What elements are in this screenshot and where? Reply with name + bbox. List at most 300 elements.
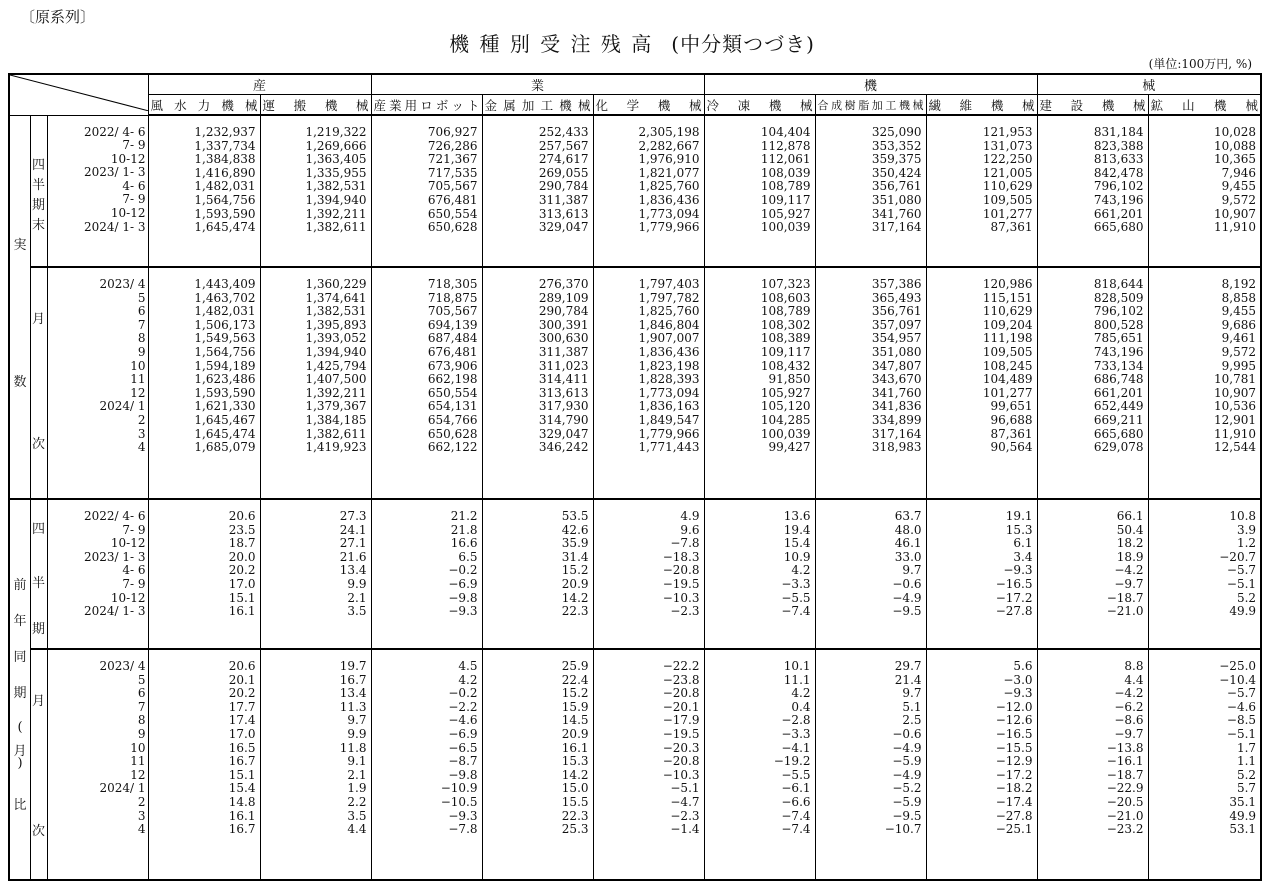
backlog-table bbox=[8, 73, 1262, 881]
value-cell: 105,120 bbox=[760, 399, 811, 414]
value-cell: 1,393,052 bbox=[305, 331, 367, 346]
value-cell: 329,047 bbox=[538, 220, 589, 235]
value-cell: 1,773,094 bbox=[638, 206, 700, 221]
value-cell: 1,394,940 bbox=[305, 192, 367, 207]
value-cell: 705,567 bbox=[427, 179, 478, 194]
value-column bbox=[148, 649, 260, 880]
value-cell: 1,797,403 bbox=[638, 277, 700, 291]
value-cell: 796,102 bbox=[1093, 304, 1144, 319]
value-cell: 1,594,189 bbox=[194, 358, 256, 373]
value-column bbox=[482, 649, 593, 880]
value-cell: 91,850 bbox=[768, 372, 811, 387]
value-cell: 112,061 bbox=[760, 152, 811, 167]
value-cell: 311,023 bbox=[538, 358, 589, 373]
value-cell: 717,535 bbox=[427, 165, 478, 180]
value-cell: 823,388 bbox=[1093, 138, 1144, 153]
period-label: 2023/ 1- 3 bbox=[83, 165, 146, 180]
value-cell: 718,305 bbox=[427, 277, 478, 291]
value-column bbox=[482, 115, 593, 267]
value-cell: 1,374,641 bbox=[305, 290, 367, 305]
value-cell: 10.9 bbox=[783, 549, 811, 564]
value-cell: 10,365 bbox=[1214, 152, 1257, 167]
value-cell: 63.7 bbox=[894, 509, 922, 523]
value-cell: 705,567 bbox=[427, 304, 478, 319]
outer-label-char: 前 bbox=[13, 578, 27, 593]
value-cell: 661,201 bbox=[1093, 385, 1144, 400]
value-cell: 13.6 bbox=[783, 509, 811, 523]
value-cell: 346,242 bbox=[538, 440, 589, 455]
value-cell: −4.6 bbox=[448, 713, 478, 728]
value-cell: 33.0 bbox=[894, 549, 922, 564]
label-yoy bbox=[9, 499, 30, 880]
value-cell: 16.7 bbox=[228, 822, 256, 837]
value-cell: 18.9 bbox=[1116, 549, 1144, 564]
value-column bbox=[148, 499, 260, 649]
value-cell: 108,603 bbox=[760, 290, 811, 305]
value-cell: 1,976,910 bbox=[638, 152, 700, 167]
period-label: 4- 6 bbox=[122, 178, 146, 193]
outer-label-char: ) bbox=[17, 756, 23, 771]
value-cell: 1,779,966 bbox=[638, 426, 700, 441]
value-cell: 14.2 bbox=[561, 590, 589, 605]
value-cell: 1,825,760 bbox=[638, 179, 700, 194]
value-cell: −3.3 bbox=[781, 726, 811, 741]
value-cell: 108,389 bbox=[760, 331, 811, 346]
column-header: 繊 維 機 械 bbox=[926, 95, 1037, 116]
value-cell: 1,645,467 bbox=[194, 412, 256, 427]
value-cell: 49.9 bbox=[1229, 604, 1257, 619]
value-cell: −7.4 bbox=[781, 604, 811, 619]
value-cell: 9,455 bbox=[1221, 179, 1257, 194]
value-cell: 104,489 bbox=[982, 372, 1033, 387]
inner-label bbox=[30, 115, 47, 267]
value-cell: 269,055 bbox=[538, 165, 589, 180]
value-cell: −5.9 bbox=[892, 794, 922, 809]
value-cell: 831,184 bbox=[1093, 125, 1144, 139]
value-cell: 1,593,590 bbox=[194, 385, 256, 400]
value-cell: 15.1 bbox=[228, 767, 256, 782]
value-cell: 650,628 bbox=[427, 220, 478, 235]
period-labels bbox=[47, 499, 148, 649]
inner-label bbox=[30, 267, 47, 499]
outer-label-char: 数 bbox=[13, 374, 27, 390]
period-label: 11 bbox=[130, 372, 146, 387]
value-cell: 1,269,666 bbox=[305, 138, 367, 153]
value-cell: 17.0 bbox=[228, 726, 256, 741]
page-title bbox=[0, 28, 1264, 57]
value-cell: 22.3 bbox=[561, 604, 589, 619]
value-cell: 665,680 bbox=[1093, 220, 1144, 235]
period-label: 4 bbox=[137, 440, 146, 455]
value-cell: 317,930 bbox=[538, 399, 589, 414]
period-label: 10 bbox=[130, 358, 146, 373]
value-cell: −18.7 bbox=[1106, 767, 1144, 782]
inner-label-char: 期 bbox=[31, 622, 45, 637]
title-subtitle: (中分類つづき) bbox=[671, 32, 815, 56]
period-label: 10-12 bbox=[110, 590, 146, 605]
value-cell: 25.3 bbox=[561, 822, 589, 837]
value-cell: −6.5 bbox=[448, 740, 478, 755]
value-cell: 48.0 bbox=[894, 522, 922, 537]
value-cell: 318,983 bbox=[871, 440, 922, 455]
column-header: 建 設 機 械 bbox=[1037, 95, 1148, 116]
value-cell: 15.4 bbox=[228, 781, 256, 796]
value-column bbox=[260, 499, 371, 649]
value-cell: −7.8 bbox=[448, 822, 478, 837]
value-cell: 313,613 bbox=[538, 206, 589, 221]
value-cell: 662,198 bbox=[427, 372, 478, 387]
value-cell: 1,232,937 bbox=[194, 125, 256, 139]
value-cell: 311,387 bbox=[538, 344, 589, 359]
value-column bbox=[1037, 649, 1148, 880]
value-cell: −21.0 bbox=[1106, 808, 1144, 823]
value-cell: 18.2 bbox=[1116, 536, 1144, 551]
value-cell: 785,651 bbox=[1093, 331, 1144, 346]
value-cell: 27.3 bbox=[339, 509, 367, 523]
value-cell: 4.4 bbox=[347, 822, 367, 837]
value-cell: 108,789 bbox=[760, 304, 811, 319]
value-cell: 29.7 bbox=[894, 659, 922, 673]
value-cell: 3.9 bbox=[1236, 522, 1257, 537]
value-cell: −10.4 bbox=[1219, 672, 1257, 687]
value-cell: 15.3 bbox=[561, 754, 589, 769]
outer-label-char: 同 bbox=[13, 650, 27, 665]
value-cell: 1,564,756 bbox=[194, 344, 256, 359]
value-cell: 9.7 bbox=[902, 686, 922, 701]
value-cell: 105,927 bbox=[760, 385, 811, 400]
value-cell: −12.0 bbox=[995, 699, 1033, 714]
value-cell: 1,846,804 bbox=[638, 317, 700, 332]
value-cell: 35.1 bbox=[1229, 794, 1257, 809]
inner-label-char: 半 bbox=[31, 576, 45, 591]
value-cell: −12.9 bbox=[995, 754, 1033, 769]
units-note: (単位:100万円, %) bbox=[1148, 57, 1252, 71]
value-cell: 110,629 bbox=[982, 304, 1033, 319]
value-cell: 2,305,198 bbox=[638, 125, 700, 139]
value-cell: 15.2 bbox=[561, 563, 589, 578]
group-header: 産 bbox=[148, 74, 371, 95]
value-cell: 3.4 bbox=[1013, 549, 1033, 564]
value-cell: 314,790 bbox=[538, 412, 589, 427]
value-cell: 6.1 bbox=[1013, 536, 1033, 551]
value-cell: −9.3 bbox=[448, 808, 478, 823]
value-cell: 1.1 bbox=[1236, 754, 1257, 769]
value-cell: 1,907,007 bbox=[638, 331, 700, 346]
value-cell: 652,449 bbox=[1093, 399, 1144, 414]
value-cell: 1,392,211 bbox=[305, 206, 367, 221]
value-cell: 9.1 bbox=[347, 754, 367, 769]
value-column bbox=[593, 649, 704, 880]
value-cell: −18.2 bbox=[995, 781, 1033, 796]
value-cell: −7.8 bbox=[670, 536, 700, 551]
group-header: 機 bbox=[704, 74, 1037, 95]
value-cell: 9,572 bbox=[1221, 344, 1257, 359]
inner-label-char: 期 bbox=[31, 197, 45, 213]
inner-label-char: 月 bbox=[31, 694, 45, 709]
value-column bbox=[926, 267, 1037, 499]
value-cell: 676,481 bbox=[427, 344, 478, 359]
value-cell: 290,784 bbox=[538, 179, 589, 194]
value-cell: 109,117 bbox=[760, 344, 811, 359]
period-label: 10-12 bbox=[110, 206, 146, 221]
value-cell: 10,088 bbox=[1214, 138, 1257, 153]
value-cell: −16.1 bbox=[1106, 754, 1144, 769]
value-cell: −4.2 bbox=[1114, 563, 1144, 578]
value-cell: 686,748 bbox=[1093, 372, 1144, 387]
value-cell: 274,617 bbox=[538, 152, 589, 167]
value-column bbox=[1148, 267, 1261, 499]
value-cell: −15.5 bbox=[995, 740, 1033, 755]
value-cell: 10,907 bbox=[1214, 206, 1257, 221]
value-cell: 813,633 bbox=[1093, 152, 1144, 167]
value-cell: 122,250 bbox=[982, 152, 1033, 167]
value-cell: 1,337,734 bbox=[194, 138, 256, 153]
value-cell: 800,528 bbox=[1093, 317, 1144, 332]
value-cell: −3.3 bbox=[781, 576, 811, 591]
column-header: 冷 凍 機 械 bbox=[704, 95, 815, 116]
value-cell: 5.2 bbox=[1236, 590, 1257, 605]
value-cell: 20.6 bbox=[228, 509, 256, 523]
corner-diagonal bbox=[9, 74, 148, 115]
value-cell: 66.1 bbox=[1116, 509, 1144, 523]
value-cell: −17.2 bbox=[995, 767, 1033, 782]
value-cell: 101,277 bbox=[982, 206, 1033, 221]
value-cell: 662,122 bbox=[427, 440, 478, 455]
value-cell: −5.2 bbox=[892, 781, 922, 796]
period-label: 5 bbox=[137, 672, 146, 687]
inner-label bbox=[30, 649, 47, 880]
value-cell: 1,797,782 bbox=[638, 290, 700, 305]
column-header: 産業用ロボット bbox=[371, 95, 482, 116]
value-cell: 120,986 bbox=[982, 277, 1033, 291]
group-header: 業 bbox=[371, 74, 704, 95]
value-cell: 669,211 bbox=[1093, 412, 1144, 427]
value-cell: 351,080 bbox=[871, 192, 922, 207]
value-cell: −9.7 bbox=[1114, 576, 1144, 591]
value-cell: 21.2 bbox=[450, 509, 478, 523]
value-cell: −9.5 bbox=[892, 604, 922, 619]
value-column bbox=[371, 267, 482, 499]
value-column bbox=[371, 499, 482, 649]
section-actual-quarter bbox=[9, 115, 1261, 267]
value-cell: 329,047 bbox=[538, 426, 589, 441]
column-header: 運 搬 機 械 bbox=[260, 95, 371, 116]
period-label: 4 bbox=[137, 822, 146, 837]
value-cell: 99,427 bbox=[768, 440, 811, 455]
value-cell: 1,443,409 bbox=[194, 277, 256, 291]
value-cell: 19.4 bbox=[783, 522, 811, 537]
value-cell: −23.2 bbox=[1106, 822, 1144, 837]
value-cell: 300,391 bbox=[538, 317, 589, 332]
value-cell: 2,282,667 bbox=[638, 138, 700, 153]
value-cell: 1,363,405 bbox=[305, 152, 367, 167]
value-cell: 9,572 bbox=[1221, 192, 1257, 207]
value-cell: 673,906 bbox=[427, 358, 478, 373]
value-cell: −8.7 bbox=[448, 754, 478, 769]
value-cell: 341,760 bbox=[871, 206, 922, 221]
period-label: 7- 9 bbox=[122, 138, 146, 153]
value-cell: 9,455 bbox=[1221, 304, 1257, 319]
period-label: 2023/ 4 bbox=[99, 659, 146, 673]
value-cell: 131,073 bbox=[982, 138, 1033, 153]
value-cell: 46.1 bbox=[894, 536, 922, 551]
value-cell: −0.2 bbox=[448, 686, 478, 701]
period-label: 3 bbox=[137, 426, 146, 441]
inner-label-char: 月 bbox=[31, 312, 45, 327]
value-column bbox=[704, 649, 815, 880]
value-cell: 50.4 bbox=[1116, 522, 1144, 537]
value-column bbox=[1037, 267, 1148, 499]
period-label: 7- 9 bbox=[122, 576, 146, 591]
value-cell: 100,039 bbox=[760, 426, 811, 441]
value-cell: 35.9 bbox=[561, 536, 589, 551]
value-cell: 1.7 bbox=[1236, 740, 1257, 755]
period-label: 6 bbox=[137, 686, 146, 701]
value-cell: −18.7 bbox=[1106, 590, 1144, 605]
column-header: 風 水 力 機 械 bbox=[148, 95, 260, 116]
value-cell: 0.4 bbox=[791, 699, 811, 714]
value-cell: 343,670 bbox=[871, 372, 922, 387]
value-cell: 19.1 bbox=[1005, 509, 1033, 523]
value-cell: 4.5 bbox=[458, 659, 478, 673]
value-cell: 3.5 bbox=[347, 604, 367, 619]
value-cell: −20.8 bbox=[662, 754, 700, 769]
value-cell: 314,411 bbox=[538, 372, 589, 387]
value-cell: −20.3 bbox=[662, 740, 700, 755]
value-cell: 20.1 bbox=[228, 672, 256, 687]
value-cell: −5.1 bbox=[1226, 726, 1257, 741]
value-cell: 721,367 bbox=[427, 152, 478, 167]
value-cell: 15.2 bbox=[561, 686, 589, 701]
value-cell: 1,384,838 bbox=[194, 152, 256, 167]
value-column bbox=[260, 649, 371, 880]
value-cell: 313,613 bbox=[538, 385, 589, 400]
title-text: 機 種 別 受 注 残 高 bbox=[449, 32, 654, 56]
value-cell: −0.6 bbox=[892, 576, 922, 591]
value-cell: 53.5 bbox=[561, 509, 589, 523]
value-cell: 15.1 bbox=[228, 590, 256, 605]
value-cell: −5.5 bbox=[781, 767, 811, 782]
value-cell: 341,836 bbox=[871, 399, 922, 414]
value-cell: 1,821,077 bbox=[638, 165, 700, 180]
period-label: 11 bbox=[130, 754, 146, 769]
value-cell: 650,628 bbox=[427, 426, 478, 441]
value-column bbox=[1148, 649, 1261, 880]
period-label: 7- 9 bbox=[122, 522, 146, 537]
value-cell: 1.2 bbox=[1236, 536, 1257, 551]
value-cell: −19.5 bbox=[662, 726, 700, 741]
value-cell: −5.9 bbox=[892, 754, 922, 769]
value-cell: 27.1 bbox=[339, 536, 367, 551]
value-cell: 107,323 bbox=[760, 277, 811, 291]
value-cell: −17.2 bbox=[995, 590, 1033, 605]
period-label: 4- 6 bbox=[122, 563, 146, 578]
value-cell: 11.1 bbox=[783, 672, 811, 687]
period-label: 2022/ 4- 6 bbox=[83, 124, 146, 139]
value-cell: 31.4 bbox=[561, 549, 589, 564]
value-cell: 7,946 bbox=[1221, 165, 1257, 180]
value-cell: 1,416,890 bbox=[194, 165, 256, 180]
value-cell: 1,382,611 bbox=[305, 220, 367, 235]
value-cell: −9.7 bbox=[1114, 726, 1144, 741]
value-cell: −7.4 bbox=[781, 822, 811, 837]
value-cell: 9.7 bbox=[902, 563, 922, 578]
value-cell: 289,109 bbox=[538, 290, 589, 305]
value-cell: 1,394,940 bbox=[305, 344, 367, 359]
value-cell: 9.6 bbox=[680, 522, 700, 537]
value-cell: −4.1 bbox=[781, 740, 811, 755]
value-cell: 8,192 bbox=[1221, 277, 1257, 291]
value-cell: 828,509 bbox=[1093, 290, 1144, 305]
value-cell: 8,858 bbox=[1221, 290, 1257, 305]
value-cell: 1,771,443 bbox=[638, 440, 700, 455]
value-cell: 357,097 bbox=[871, 317, 922, 332]
value-cell: 733,134 bbox=[1093, 358, 1144, 373]
value-cell: 4.2 bbox=[458, 672, 478, 687]
inner-label-char: 四 bbox=[31, 157, 45, 173]
inner-label-char: 四 bbox=[31, 522, 45, 537]
value-cell: −10.9 bbox=[440, 781, 478, 796]
value-cell: 347,807 bbox=[871, 358, 922, 373]
value-cell: 350,424 bbox=[871, 165, 922, 180]
value-cell: 21.6 bbox=[339, 549, 367, 564]
value-cell: 9,995 bbox=[1221, 358, 1257, 373]
value-cell: 87,361 bbox=[990, 220, 1033, 235]
label-actual bbox=[9, 115, 30, 499]
value-cell: −16.5 bbox=[995, 726, 1033, 741]
value-cell: 17.0 bbox=[228, 576, 256, 591]
value-cell: 356,761 bbox=[871, 304, 922, 319]
value-cell: 654,766 bbox=[427, 412, 478, 427]
period-label: 6 bbox=[137, 304, 146, 319]
value-column bbox=[815, 649, 926, 880]
value-cell: 3.5 bbox=[347, 808, 367, 823]
value-cell: 1,836,436 bbox=[638, 344, 700, 359]
value-cell: −18.3 bbox=[662, 549, 700, 564]
value-column bbox=[926, 115, 1037, 267]
value-cell: −17.4 bbox=[995, 794, 1033, 809]
value-column bbox=[260, 267, 371, 499]
value-cell: 42.6 bbox=[561, 522, 589, 537]
value-column bbox=[704, 499, 815, 649]
period-label: 10 bbox=[130, 740, 146, 755]
value-column bbox=[593, 115, 704, 267]
outer-label-char: ( bbox=[17, 720, 23, 735]
value-cell: 16.7 bbox=[339, 672, 367, 687]
value-column bbox=[593, 499, 704, 649]
value-cell: 706,927 bbox=[427, 125, 478, 139]
value-cell: −20.5 bbox=[1106, 794, 1144, 809]
value-cell: 4.9 bbox=[680, 509, 700, 523]
value-cell: 650,554 bbox=[427, 385, 478, 400]
value-column bbox=[704, 267, 815, 499]
value-cell: 22.3 bbox=[561, 808, 589, 823]
value-cell: 16.1 bbox=[228, 604, 256, 619]
value-cell: −27.8 bbox=[995, 808, 1033, 823]
value-cell: −20.7 bbox=[1219, 549, 1257, 564]
value-cell: 356,761 bbox=[871, 179, 922, 194]
value-cell: 661,201 bbox=[1093, 206, 1144, 221]
value-cell: 1,384,185 bbox=[305, 412, 367, 427]
value-cell: 1,335,955 bbox=[305, 165, 367, 180]
value-cell: 276,370 bbox=[538, 277, 589, 291]
period-label: 2023/ 4 bbox=[99, 277, 146, 291]
value-cell: 1,425,794 bbox=[305, 358, 367, 373]
value-cell: 121,005 bbox=[982, 165, 1033, 180]
value-cell: 1,379,367 bbox=[305, 399, 367, 414]
value-cell: 87,361 bbox=[990, 426, 1033, 441]
period-label: 2023/ 1- 3 bbox=[83, 549, 146, 564]
